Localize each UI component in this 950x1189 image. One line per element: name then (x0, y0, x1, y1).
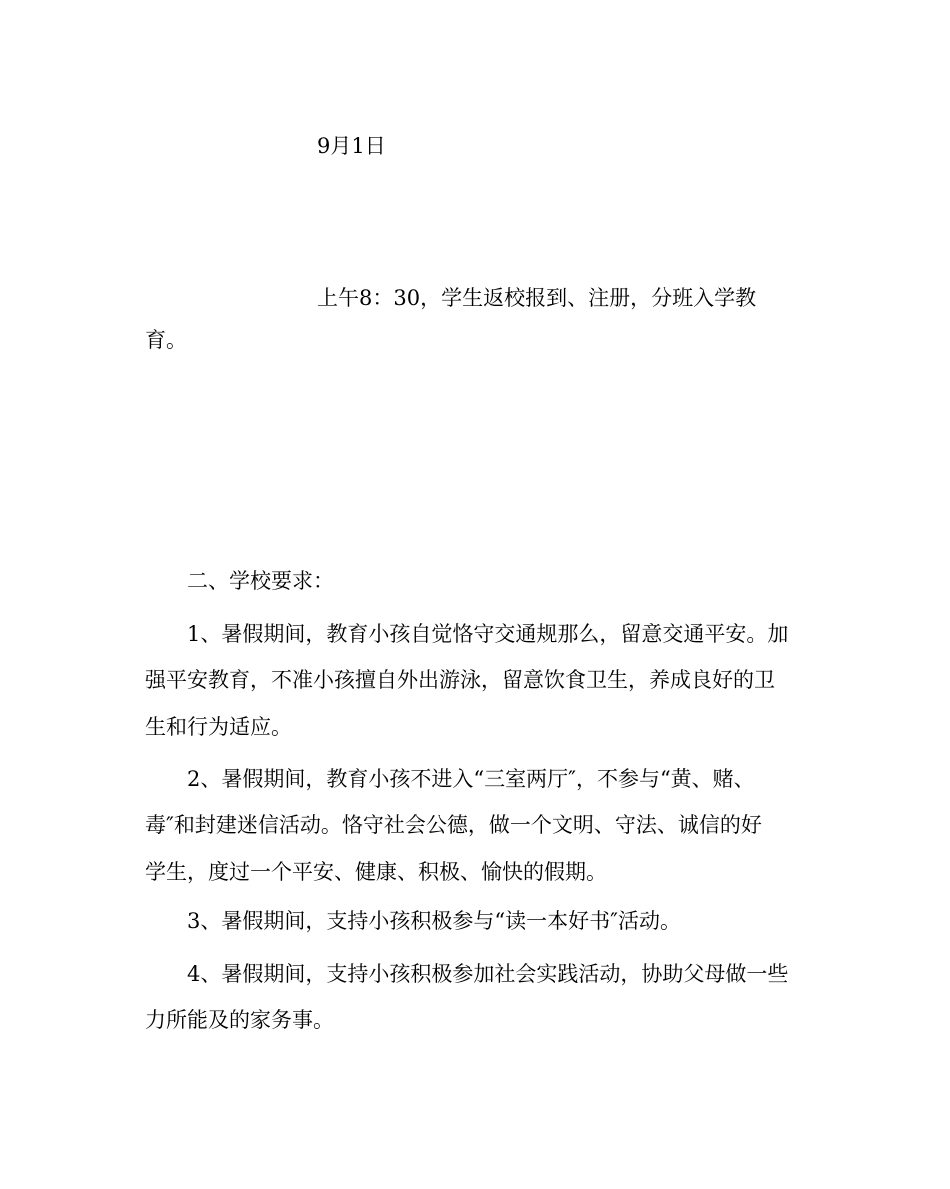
paragraph-line: 毒″和封建迷信活动。恪守社会公德，做一个文明、守法、诚信的好 (145, 813, 762, 837)
paragraph-line: 2、暑假期间，教育小孩不进入“三室两厅″，不参与“黄、赌、 (187, 767, 755, 791)
paragraph-line: 1、暑假期间，教育小孩自觉恪守交通规那么，留意交通平安。加 (187, 622, 789, 646)
paragraph-line: 生和行为适应。 (145, 715, 292, 739)
paragraph-line: 3、暑假期间，支持小孩积极参与“读一本好书″活动。 (187, 909, 681, 933)
section-heading: 二、学校要求： (187, 569, 334, 593)
paragraph-line: 强平安教育，不准小孩擅自外出游泳，留意饮食卫生，养成良好的卫 (145, 668, 775, 692)
paragraph-line: 4、暑假期间，支持小孩积极参加社会实践活动，协助父母做一些 (187, 962, 789, 986)
paragraph-line: 学生，度过一个平安、健康、积极、愉快的假期。 (145, 860, 607, 884)
schedule-item-line: 上午8：30，学生返校报到、注册，分班入学教 (317, 286, 757, 310)
paragraph-line: 力所能及的家务事。 (145, 1008, 334, 1032)
schedule-item-line: 育。 (145, 328, 187, 352)
schedule-date: 9月1日 (317, 134, 386, 158)
